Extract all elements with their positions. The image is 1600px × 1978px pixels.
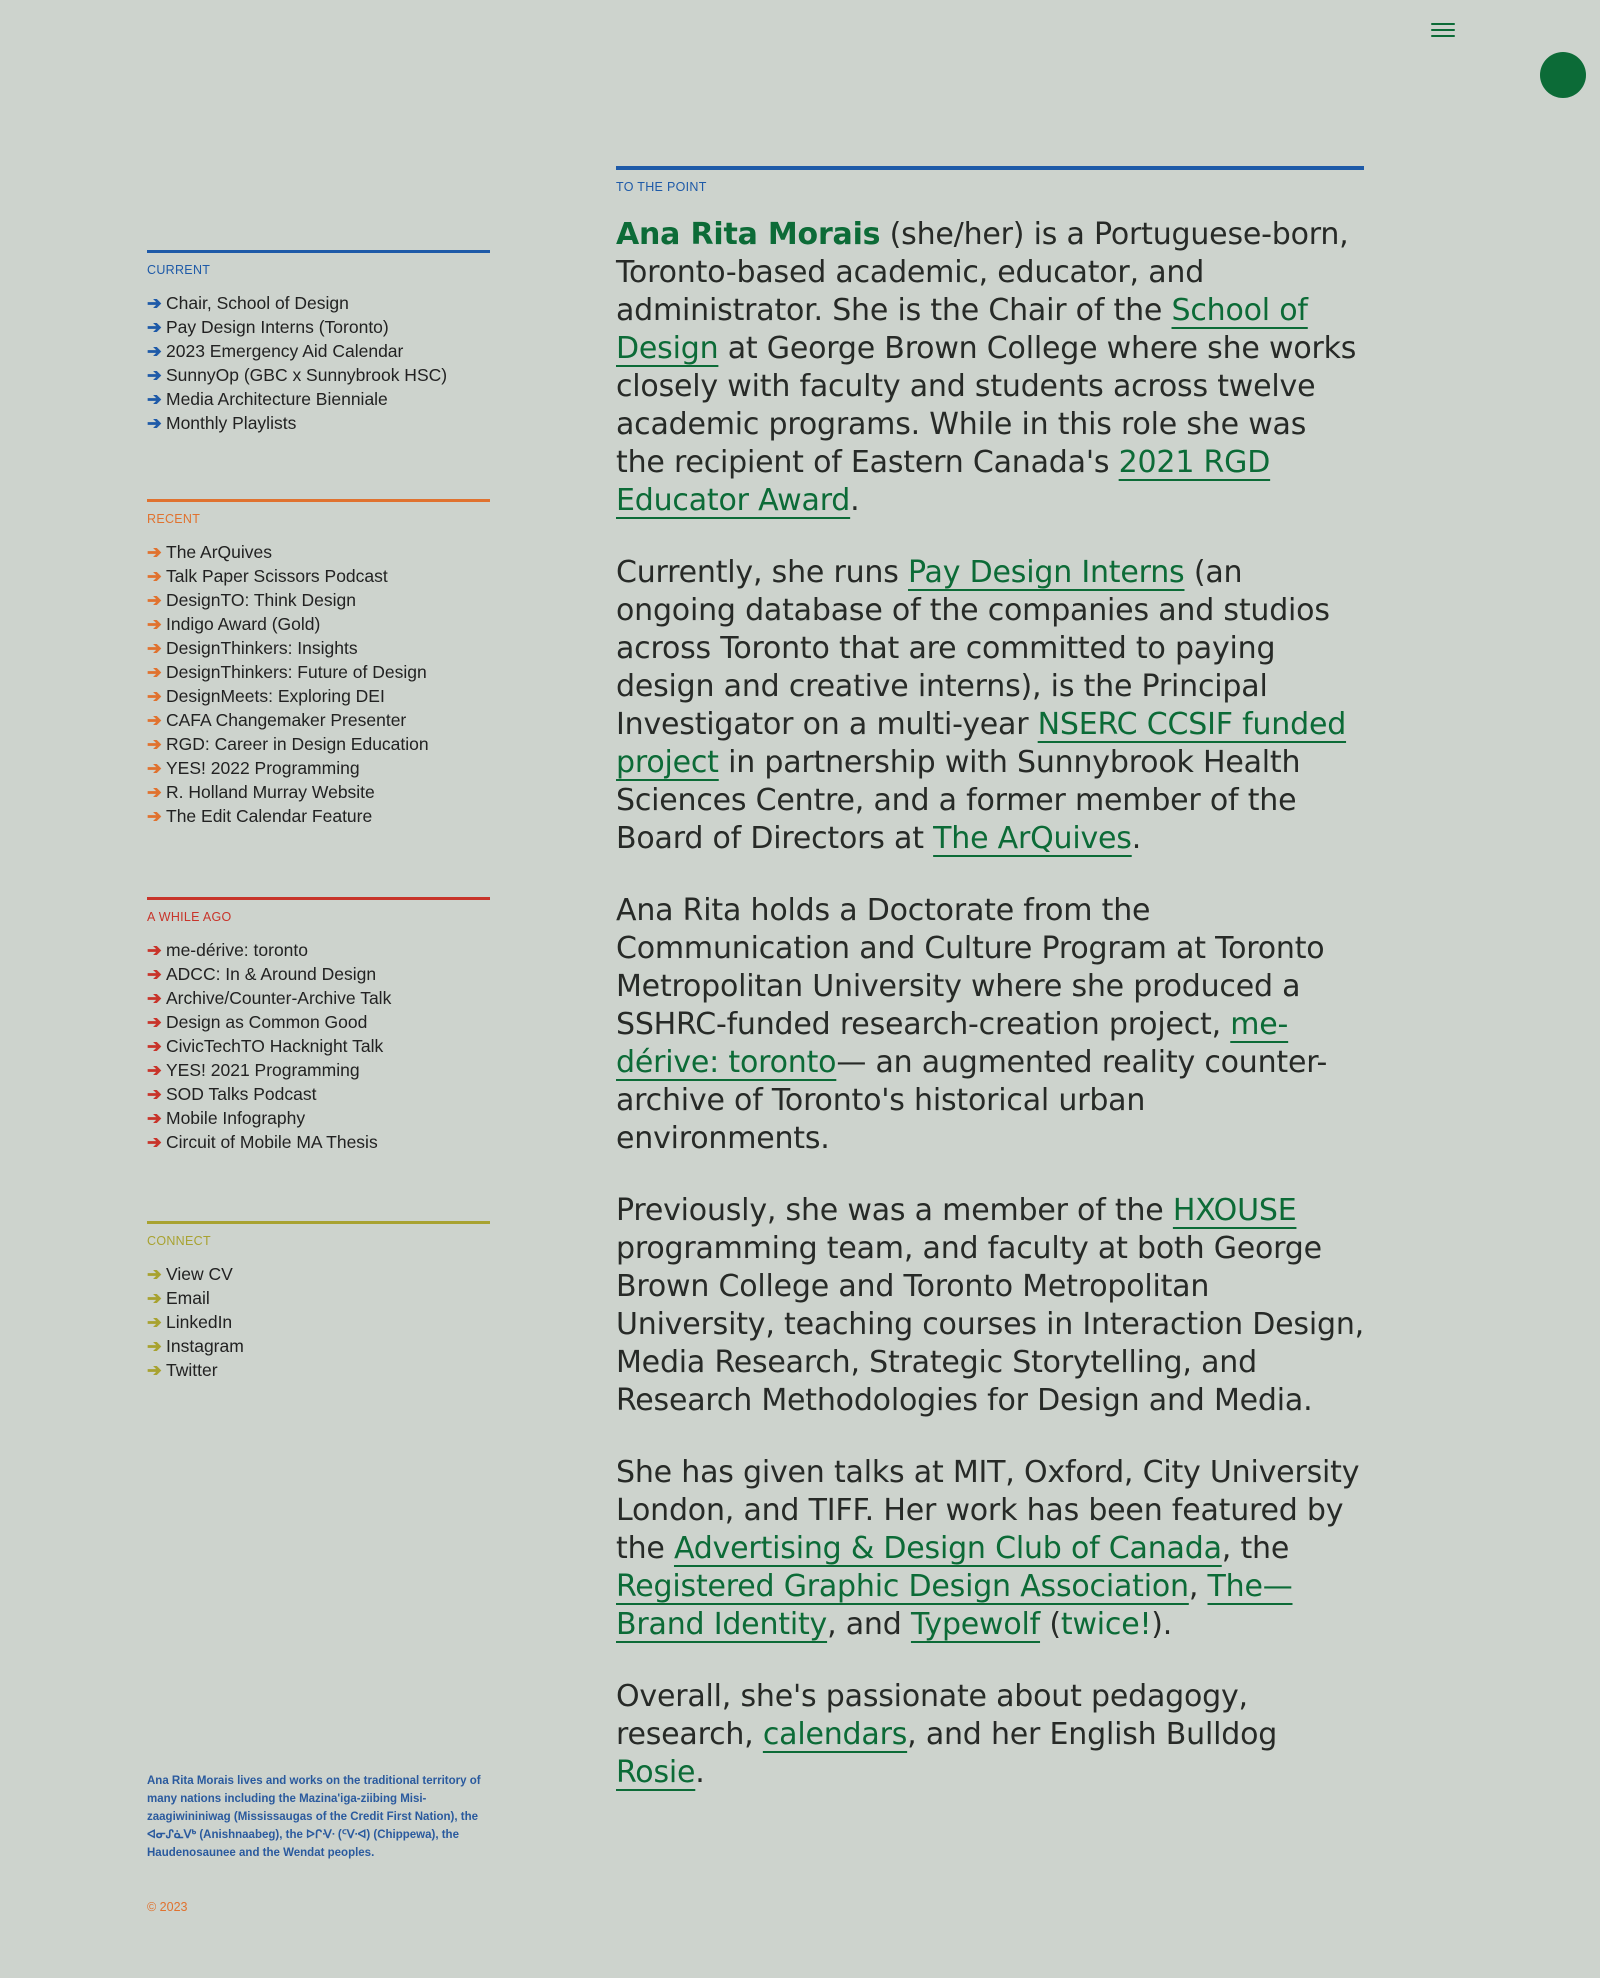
sidebar-link[interactable]: ADCC: In & Around Design	[166, 964, 377, 984]
sidebar-list-item[interactable]	[147, 612, 490, 636]
arrow-right-icon: ➔	[147, 341, 162, 361]
sidebar-list-item[interactable]	[147, 387, 490, 411]
text: ,	[1188, 1569, 1208, 1604]
arrow-right-icon: ➔	[147, 317, 162, 337]
hxouse-link[interactable]: HXOUSE	[1172, 1193, 1297, 1228]
sidebar-list-item[interactable]	[147, 1010, 490, 1034]
sidebar-list-item[interactable]	[147, 986, 490, 1010]
sidebar-list-item[interactable]	[147, 636, 490, 660]
sidebar-link[interactable]: Indigo Award (Gold)	[166, 614, 321, 634]
arrow-right-icon: ➔	[147, 1012, 162, 1032]
sidebar-link[interactable]: Circuit of Mobile MA Thesis	[166, 1132, 378, 1152]
author-name: Ana Rita Morais	[616, 217, 881, 252]
arrow-right-icon: ➔	[147, 389, 162, 409]
the-brand-identity-link[interactable]: The—Brand Identity	[616, 1569, 1293, 1642]
main-rule	[616, 166, 1364, 170]
sidebar-link[interactable]: Media Architecture Bienniale	[166, 389, 388, 409]
arrow-right-icon: ➔	[147, 662, 162, 682]
sidebar-link[interactable]: SunnyOp (GBC x Sunnybrook HSC)	[166, 365, 448, 385]
arrow-right-icon: ➔	[147, 1360, 162, 1380]
sidebar-list-item[interactable]	[147, 363, 490, 387]
sidebar-list-item[interactable]	[147, 756, 490, 780]
sidebar-link[interactable]: The ArQuives	[166, 542, 273, 562]
menu-bar	[1431, 35, 1455, 37]
arrow-right-icon: ➔	[147, 710, 162, 730]
sidebar-link[interactable]: The Edit Calendar Feature	[166, 806, 373, 826]
rgd-educator-award-link[interactable]: 2021 RGD Educator Award	[616, 445, 1271, 518]
sidebar-list-item[interactable]	[147, 411, 490, 435]
bio-paragraph-5	[616, 1454, 1364, 1644]
sidebar-link[interactable]: SOD Talks Podcast	[166, 1084, 317, 1104]
sidebar-list-item[interactable]	[147, 780, 490, 804]
section-list	[147, 938, 490, 1154]
text: Ana Rita holds a Doctorate from the Communication and Culture Program at Toronto Metropolitan University where she produced a SSHRC-funded research-creation project,	[616, 893, 1325, 1042]
text: She has given talks at MIT, Oxford, City University London, and TIFF. Her work has been featured by the	[616, 1455, 1360, 1566]
hamburger-menu-icon[interactable]	[1430, 20, 1456, 40]
rgd-link[interactable]: Registered Graphic Design Association	[616, 1569, 1189, 1604]
rosie-link[interactable]: Rosie	[616, 1755, 696, 1790]
sidebar-link[interactable]: Twitter	[166, 1360, 218, 1380]
sidebar-list-item[interactable]	[147, 708, 490, 732]
arrow-right-icon: ➔	[147, 1060, 162, 1080]
sidebar-link[interactable]: Talk Paper Scissors Podcast	[166, 566, 388, 586]
section-current	[147, 250, 490, 435]
text: Currently, she runs	[616, 555, 909, 590]
text: Overall, she's passionate about pedagogy, research,	[616, 1679, 1248, 1752]
sidebar-link[interactable]: Chair, School of Design	[166, 293, 349, 313]
calendars-link[interactable]: calendars	[762, 1717, 908, 1752]
section-list	[147, 291, 490, 435]
sidebar-link[interactable]: Archive/Counter-Archive Talk	[166, 988, 392, 1008]
arrow-right-icon: ➔	[147, 566, 162, 586]
sidebar-list-item[interactable]	[147, 1358, 490, 1382]
text: ).	[1151, 1607, 1173, 1642]
menu-bar	[1431, 29, 1455, 31]
sidebar-link[interactable]: Email	[166, 1288, 210, 1308]
text: .	[695, 1755, 705, 1790]
sidebar-list-item[interactable]	[147, 291, 490, 315]
sidebar-list-item[interactable]	[147, 1034, 490, 1058]
section-a-while-ago	[147, 897, 490, 1154]
sidebar-link[interactable]: 2023 Emergency Aid Calendar	[166, 341, 404, 361]
sidebar-list-item[interactable]	[147, 339, 490, 363]
circle-icon[interactable]	[1540, 52, 1586, 98]
arquives-link[interactable]: The ArQuives	[933, 821, 1132, 856]
arrow-right-icon: ➔	[147, 413, 162, 433]
text: .	[850, 483, 860, 518]
typewolf-link[interactable]: Typewolf	[910, 1607, 1041, 1642]
section-title: A WHILE AGO	[147, 910, 232, 924]
text: (an ongoing database of the companies and studios across Toronto that are committed to paying design and creative interns), is the Principal Investigator on a multi-year	[616, 555, 1330, 742]
text: (	[1040, 1607, 1061, 1642]
section-title: CONNECT	[147, 1234, 211, 1248]
section-title: CURRENT	[147, 263, 211, 277]
arrow-right-icon: ➔	[147, 1084, 162, 1104]
sidebar-list-item[interactable]	[147, 938, 490, 962]
arrow-right-icon: ➔	[147, 1036, 162, 1056]
sidebar-link[interactable]: Monthly Playlists	[166, 413, 297, 433]
bio-paragraph-4	[616, 1192, 1364, 1420]
text: , and	[827, 1607, 911, 1642]
text: in partnership with Sunnybrook Health Sciences Centre, and a former member of the Board of Directors at	[616, 745, 1301, 856]
sidebar-list-item[interactable]	[147, 1262, 490, 1286]
text: (she/her) is a Portuguese-born, Toronto-based academic, educator, and administrator. She is the Chair of the	[616, 217, 1349, 328]
text: .	[1131, 821, 1142, 856]
sidebar-list-item[interactable]	[147, 1106, 490, 1130]
arrow-right-icon: ➔	[147, 614, 162, 634]
arrow-right-icon: ➔	[147, 988, 162, 1008]
sidebar-list-item[interactable]	[147, 1286, 490, 1310]
text: , the	[1221, 1531, 1290, 1566]
sidebar-link[interactable]: me-dérive: toronto	[166, 940, 309, 960]
land-acknowledgement: Ana Rita Morais lives and works on the traditional territory of many nations including the Mazina'iga-ziibing Misi-zaagiwininiwag (Mississaugas of the Credit First Nation), the ᐊᓂᔑᓈᐯᒃ (Anishnaabeg), the ᐅᒋᐺᐧ (ᑦᐯᐧᐊ) (Chippewa), the Haudenosaunee and the Wendat peoples.	[147, 1775, 481, 1859]
sidebar-list-item[interactable]	[147, 564, 490, 588]
section-rule	[147, 1221, 490, 1224]
sidebar-link[interactable]: DesignTO: Think Design	[166, 590, 356, 610]
sidebar-link[interactable]: Design as Common Good	[166, 1012, 368, 1032]
arrow-right-icon: ➔	[147, 806, 162, 826]
arrow-right-icon: ➔	[147, 734, 162, 754]
adcc-link[interactable]: Advertising & Design Club of Canada	[673, 1531, 1222, 1566]
text: — an augmented reality counter-archive of Toronto's historical urban environments.	[616, 1045, 1328, 1156]
nserc-project-link[interactable]: NSERC CCSIF funded project	[616, 707, 1347, 780]
main-content	[616, 166, 1364, 1826]
sidebar-list-item[interactable]	[147, 588, 490, 612]
me-derive-link[interactable]: me-dérive: toronto	[616, 1007, 1289, 1080]
twice-link[interactable]: twice!	[1060, 1607, 1152, 1642]
arrow-right-icon: ➔	[147, 365, 162, 385]
sidebar-list-item[interactable]	[147, 684, 490, 708]
section-rule	[147, 250, 490, 253]
arrow-right-icon: ➔	[147, 1312, 162, 1332]
sidebar-list-item[interactable]	[147, 732, 490, 756]
sidebar-link[interactable]: CAFA Changemaker Presenter	[166, 710, 407, 730]
arrow-right-icon: ➔	[147, 1108, 162, 1128]
section-list	[147, 540, 490, 828]
section-recent	[147, 499, 490, 828]
arrow-right-icon: ➔	[147, 1288, 162, 1308]
bio-paragraph-1	[616, 216, 1364, 520]
arrow-right-icon: ➔	[147, 686, 162, 706]
sidebar-list-item[interactable]	[147, 540, 490, 564]
section-rule	[147, 499, 490, 502]
bio	[616, 216, 1364, 1792]
sidebar-link[interactable]: CivicTechTO Hacknight Talk	[166, 1036, 384, 1056]
bio-paragraph-6	[616, 1678, 1364, 1792]
arrow-right-icon: ➔	[147, 1132, 162, 1152]
arrow-right-icon: ➔	[147, 293, 162, 313]
sidebar-list-item[interactable]	[147, 1130, 490, 1154]
text: at George Brown College where she works closely with faculty and students across twelve academic programs. While in this role she was the recipient of Eastern Canada's	[616, 331, 1357, 480]
sidebar-link[interactable]: YES! 2021 Programming	[166, 1060, 360, 1080]
main-kicker: TO THE POINT	[616, 180, 707, 194]
pay-design-interns-link[interactable]: Pay Design Interns	[908, 555, 1185, 590]
sidebar-link[interactable]: DesignThinkers: Future of Design	[166, 662, 427, 682]
sidebar-link[interactable]: Instagram	[166, 1336, 244, 1356]
text: programming team, and faculty at both George Brown College and Toronto Metropolitan University, teaching courses in Interaction Design, Media Research, Strategic Storytelling, and Research Methodologies for Design and Media.	[616, 1231, 1364, 1418]
arrow-right-icon: ➔	[147, 758, 162, 778]
sidebar-list-item[interactable]	[147, 1058, 490, 1082]
section-list	[147, 1262, 490, 1382]
sidebar-link[interactable]: Pay Design Interns (Toronto)	[166, 317, 389, 337]
section-rule	[147, 897, 490, 900]
sidebar-link[interactable]: LinkedIn	[166, 1312, 233, 1332]
sidebar-link[interactable]: YES! 2022 Programming	[166, 758, 360, 778]
section-title: RECENT	[147, 512, 201, 526]
sidebar-link[interactable]: R. Holland Murray Website	[166, 782, 375, 802]
arrow-right-icon: ➔	[147, 782, 162, 802]
arrow-right-icon: ➔	[147, 542, 162, 562]
copyright: © 2023	[147, 1900, 188, 1914]
school-of-design-link[interactable]: School of Design	[616, 293, 1308, 366]
sidebar-list-item[interactable]	[147, 1334, 490, 1358]
arrow-right-icon: ➔	[147, 964, 162, 984]
bio-paragraph-3	[616, 892, 1364, 1158]
sidebar-list-item[interactable]	[147, 1082, 490, 1106]
arrow-right-icon: ➔	[147, 1264, 162, 1284]
text: Previously, she was a member of the	[616, 1193, 1173, 1228]
sidebar-list-item[interactable]	[147, 1310, 490, 1334]
bio-paragraph-2	[616, 554, 1364, 858]
sidebar-list-item[interactable]	[147, 962, 490, 986]
arrow-right-icon: ➔	[147, 638, 162, 658]
sidebar-list-item[interactable]	[147, 660, 490, 684]
sidebar-link[interactable]: DesignThinkers: Insights	[166, 638, 358, 658]
arrow-right-icon: ➔	[147, 940, 162, 960]
sidebar-link[interactable]: Mobile Infography	[166, 1108, 306, 1128]
text: , and her English Bulldog	[907, 1717, 1278, 1752]
sidebar-list-item[interactable]	[147, 315, 490, 339]
sidebar-link[interactable]: View CV	[166, 1264, 233, 1284]
sidebar-list-item[interactable]	[147, 804, 490, 828]
arrow-right-icon: ➔	[147, 1336, 162, 1356]
arrow-right-icon: ➔	[147, 590, 162, 610]
sidebar-link[interactable]: RGD: Career in Design Education	[166, 734, 429, 754]
sidebar-link[interactable]: DesignMeets: Exploring DEI	[166, 686, 385, 706]
section-connect	[147, 1221, 490, 1382]
menu-bar	[1431, 23, 1455, 25]
